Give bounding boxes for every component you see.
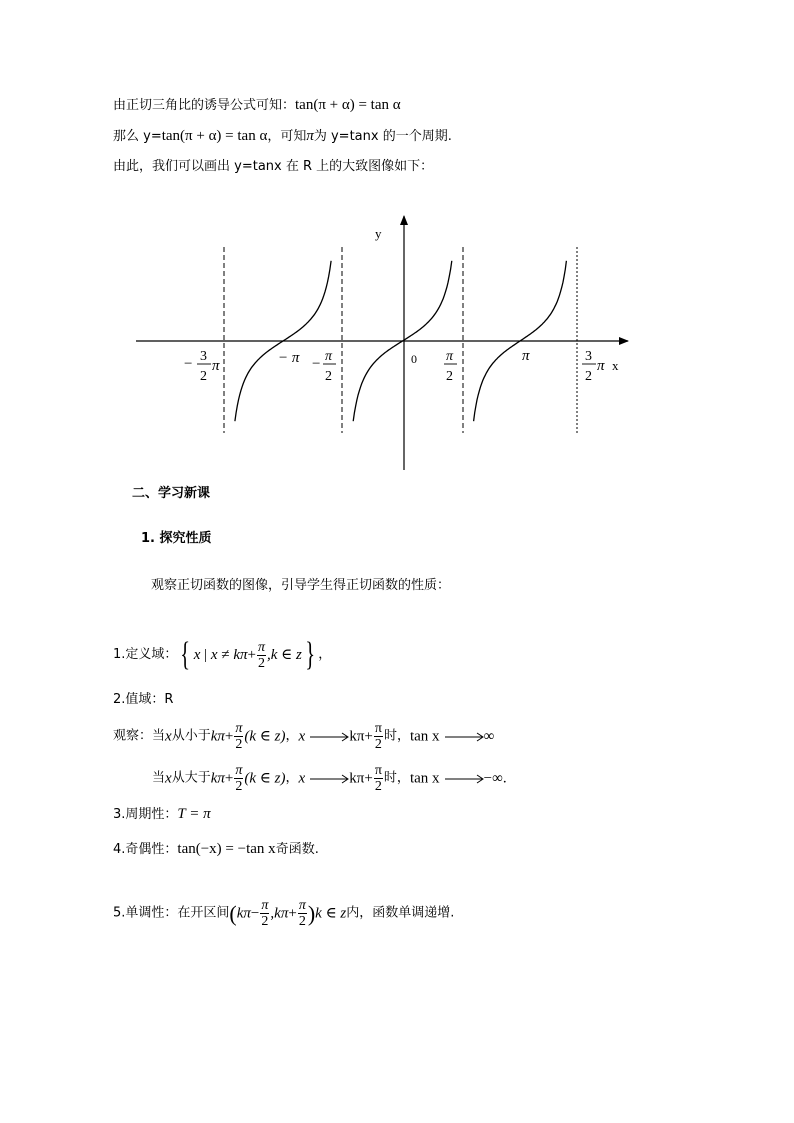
intro-line-1 bbox=[113, 95, 401, 116]
obs2-shi: 时， bbox=[383, 770, 410, 786]
observe-instruction: 观察正切函数的图像，引导学生得正切函数的性质： bbox=[151, 578, 451, 593]
arrow-right-icon bbox=[444, 774, 484, 784]
right-brace: } bbox=[305, 636, 315, 673]
obs2-frac bbox=[234, 763, 243, 794]
domain-x: x bbox=[193, 647, 201, 663]
domain-tail: ,k ∈ z bbox=[267, 647, 302, 663]
left-paren: ( bbox=[229, 900, 237, 926]
domain-end: ， bbox=[318, 647, 332, 662]
tick-neg-three-half-pi-num: 3 bbox=[200, 349, 207, 364]
prop-parity-label: 4.奇偶性： bbox=[113, 842, 178, 857]
mono-cond: k ∈ z bbox=[315, 905, 347, 922]
intro-line-2-suffix: 为 y=tanx 的一个周期. bbox=[313, 129, 452, 144]
obs1-b: 从小于 bbox=[171, 728, 211, 744]
arrow-right-icon bbox=[444, 732, 484, 742]
prop-period-label: 3.周期性： bbox=[113, 807, 178, 822]
obs1-frac2-num: π bbox=[374, 721, 382, 736]
obs2-tanx: tan x bbox=[409, 770, 440, 787]
tick-neg-pi: − π bbox=[278, 350, 300, 366]
obs1-plus2: + bbox=[364, 728, 373, 745]
obs2-frac-num: π bbox=[235, 763, 243, 778]
obs1-plus: + bbox=[224, 728, 234, 745]
obs1-inf: ∞ bbox=[483, 728, 495, 745]
intro-line-2-mid: ，可知 bbox=[267, 129, 307, 144]
intro-line-2-formula: tan(π + α) = tan α bbox=[161, 128, 268, 144]
mono-suffix: 内，函数单调递增. bbox=[346, 905, 455, 921]
mono-frac1-den: 2 bbox=[261, 914, 269, 929]
tick-neg-half-pi bbox=[312, 349, 336, 384]
intro-line-2-prefix: 那么 y= bbox=[113, 129, 162, 144]
prop-range-value: R bbox=[164, 692, 174, 707]
section-title: 二、学习新课 bbox=[132, 486, 211, 501]
tick-neg-three-half-pi-pi: π bbox=[212, 358, 220, 374]
arrow-right-icon bbox=[309, 774, 349, 784]
tick-half-pi-den: 2 bbox=[446, 369, 453, 384]
obs1-comma: ， bbox=[285, 728, 299, 744]
prop-domain-label: 1.定义域： bbox=[113, 647, 178, 662]
x-axis-label: x bbox=[612, 358, 619, 373]
obs2-kz: (k ∈ z) bbox=[244, 770, 286, 787]
domain-kpi: kπ bbox=[233, 647, 248, 663]
tick-half-pi-num: π bbox=[446, 349, 454, 364]
tick-neg-half-pi-sign: − bbox=[312, 356, 321, 372]
mono-frac2-num: π bbox=[298, 898, 306, 913]
obs2-x: x bbox=[165, 770, 172, 787]
tick-three-half-pi-den: 2 bbox=[585, 369, 592, 384]
mono-sep: , bbox=[270, 905, 275, 922]
domain-ne: ≠ bbox=[217, 647, 234, 663]
mono-frac1-num: π bbox=[261, 898, 269, 913]
observe-line-1 bbox=[113, 721, 494, 752]
tick-pi: π bbox=[522, 348, 530, 364]
mono-frac1 bbox=[260, 898, 269, 929]
obs2-kpi: kπ bbox=[210, 770, 225, 787]
obs2-plus2: + bbox=[364, 770, 373, 787]
tick-neg-three-half-pi-den: 2 bbox=[200, 369, 207, 384]
intro-line-3 bbox=[113, 157, 433, 177]
prop-domain bbox=[113, 638, 331, 672]
obs1-frac-den: 2 bbox=[235, 737, 243, 752]
obs2-a: 当 bbox=[152, 770, 166, 786]
domain-plus: + bbox=[247, 647, 256, 663]
obs1-x: x bbox=[165, 728, 172, 745]
prop-monotonic bbox=[113, 898, 454, 929]
left-brace: { bbox=[180, 636, 191, 673]
obs2-comma: ， bbox=[285, 770, 299, 786]
obs1-frac2 bbox=[374, 721, 383, 752]
mono-minus: − bbox=[250, 905, 260, 922]
intro-line-2-pi: π bbox=[306, 128, 314, 144]
obs-label: 观察： bbox=[113, 728, 153, 744]
observe-line-2 bbox=[152, 763, 507, 794]
domain-frac-num: π bbox=[257, 639, 265, 655]
intro-line-1-text: 由正切三角比的诱导公式可知： bbox=[113, 98, 296, 113]
tick-half-pi bbox=[444, 349, 457, 384]
tick-three-half-pi-num: 3 bbox=[585, 349, 592, 364]
tick-neg-half-pi-num: π bbox=[325, 349, 333, 364]
mono-plus: + bbox=[288, 905, 297, 922]
tick-neg-half-pi-den: 2 bbox=[325, 369, 332, 384]
right-paren: ) bbox=[307, 900, 316, 926]
domain-bar: | bbox=[200, 647, 211, 663]
obs2-neginf: −∞ bbox=[483, 770, 503, 787]
obs1-shi: 时， bbox=[383, 728, 410, 744]
subsection-title: 1. 探究性质 bbox=[141, 531, 212, 546]
tick-neg-three-half-pi bbox=[184, 349, 220, 384]
tan-graph bbox=[0, 200, 794, 500]
prop-parity-suffix: 奇函数. bbox=[275, 842, 319, 857]
obs2-frac2 bbox=[374, 763, 383, 794]
domain-frac-den: 2 bbox=[257, 655, 265, 671]
domain-x2: x bbox=[210, 647, 218, 663]
obs1-frac bbox=[234, 721, 243, 752]
obs1-frac-num: π bbox=[235, 721, 243, 736]
arrow-right-icon bbox=[309, 732, 349, 742]
tick-zero: 0 bbox=[411, 352, 417, 366]
tick-three-half-pi bbox=[582, 349, 605, 384]
tick-neg-three-half-pi-sign: − bbox=[184, 356, 193, 372]
prop-period-formula: T = π bbox=[177, 806, 211, 822]
obs1-a: 当 bbox=[152, 728, 166, 744]
y-axis-label: y bbox=[375, 226, 382, 241]
obs2-plus: + bbox=[224, 770, 234, 787]
obs1-kpi2: kπ bbox=[349, 728, 365, 745]
obs2-b: 从大于 bbox=[171, 770, 211, 786]
obs1-tanx: tan x bbox=[409, 728, 440, 745]
prop-range-label: 2.值域： bbox=[113, 692, 165, 707]
obs1-x2: x bbox=[298, 728, 306, 745]
mono-kpi: kπ bbox=[236, 905, 251, 922]
obs2-frac-den: 2 bbox=[235, 779, 243, 794]
prop-parity bbox=[113, 839, 319, 860]
intro-line-2 bbox=[113, 126, 452, 147]
obs2-frac2-den: 2 bbox=[374, 779, 382, 794]
obs2-x2: x bbox=[298, 770, 306, 787]
obs2-period: . bbox=[502, 770, 507, 787]
obs1-kpi: kπ bbox=[210, 728, 225, 745]
prop-range bbox=[113, 690, 173, 710]
mono-frac2-den: 2 bbox=[298, 914, 306, 929]
prop-monotonic-label: 5.单调性：在开区间 bbox=[113, 905, 230, 921]
obs1-frac2-den: 2 bbox=[374, 737, 382, 752]
obs2-kpi2: kπ bbox=[349, 770, 365, 787]
obs1-kz: (k ∈ z) bbox=[244, 728, 286, 745]
induction-formula: tan(π + α) = tan α bbox=[295, 97, 401, 113]
intro-line-3-text: 由此，我们可以画出 y=tanx 在 R 上的大致图像如下： bbox=[113, 159, 434, 174]
tick-three-half-pi-pi: π bbox=[597, 358, 605, 374]
mono-kpi2: kπ bbox=[274, 905, 289, 922]
domain-frac bbox=[257, 640, 266, 671]
obs2-frac2-num: π bbox=[374, 763, 382, 778]
prop-period bbox=[113, 804, 211, 825]
prop-parity-formula: tan(−x) = −tan x bbox=[177, 841, 276, 857]
mono-frac2 bbox=[298, 898, 307, 929]
